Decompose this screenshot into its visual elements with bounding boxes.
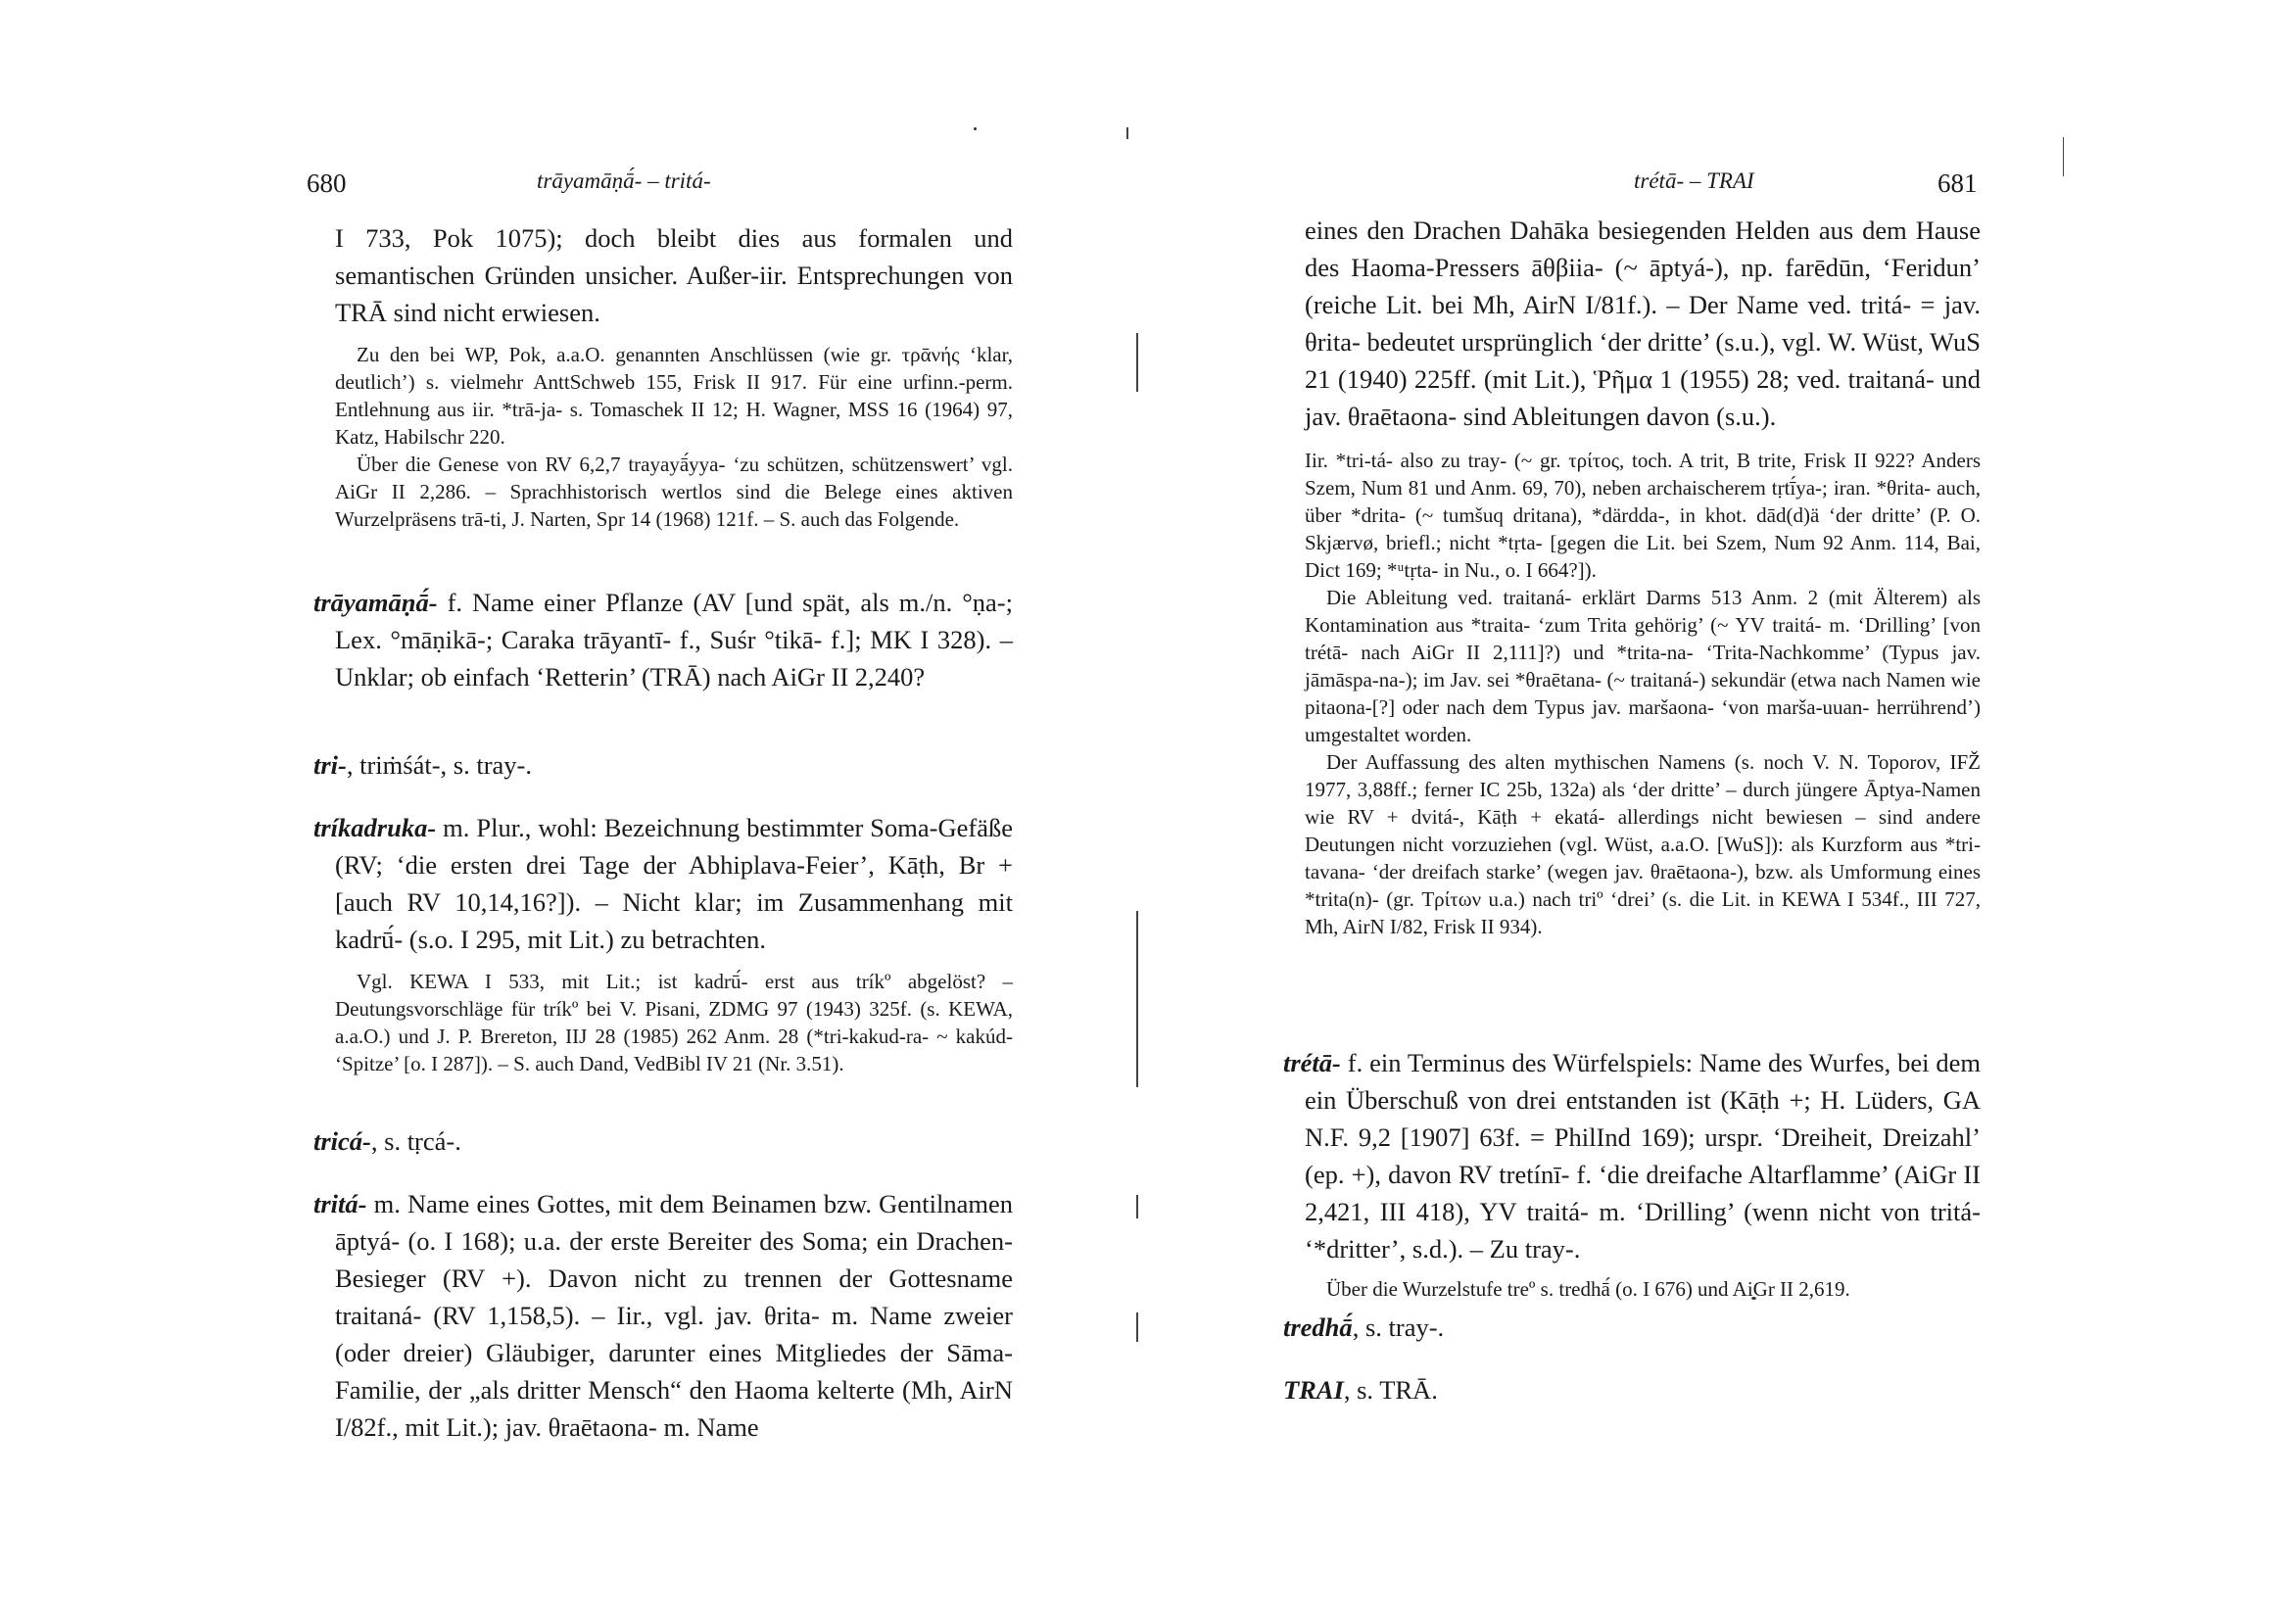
entry-trikadruka — [313, 809, 1013, 1077]
scan-artifact — [1136, 1195, 1138, 1218]
entry-text — [313, 584, 1013, 695]
entry-body: , s. tṛcá-. — [370, 1126, 461, 1156]
entry-body: f. Name einer Pflanze (AV [und spät, als m./n. °ṇa-; Lex. °māṇikā-; Caraka trāyantī- f., Suśr °tikā- f.]; MK I 328). – Unklar; ob einfach ‘Retterin’ (TRĀ) nach AiGr II 2,240? — [335, 588, 1013, 692]
entry-trita — [313, 1185, 1013, 1446]
continuation-notes — [1305, 447, 1981, 940]
entry-treta — [1283, 1044, 1981, 1303]
continuation-section — [1305, 212, 1981, 940]
entry-tredha — [1283, 1309, 1981, 1346]
scan-artifact — [1136, 1312, 1138, 1342]
running-head: trāyamāṇā́- – tritá- — [537, 168, 711, 193]
note-paragraph: Der Auffassung des alten mythischen Namens (s. noch V. N. Toporov, IFŽ 1977, 3,88ff.; ferner IC 25b, 132a) als ‘der dritte’ – durch jüngere Āptya-Namen wie RV + dvitá-, Kāṭh + ekatá- allerdings nicht bewiesen – sind andere Deutungen nicht vorzuziehen (vgl. Wüst, a.a.O. [WuS]): als Kurzform aus *tri-tavana- ‘der dreifach starke’ (wegen jav. θraētaona-), bzw. als Umformung eines *trita(n)- (gr. Τρίτων u.a.) nach triº ‘drei’ (s. die Lit. in KEWA I 534f., III 727, Mh, AirN I/82, Frisk II 934). — [1305, 750, 1981, 938]
headword: tricá- — [313, 1126, 371, 1156]
entry-text — [313, 1122, 1013, 1160]
entry-text — [313, 746, 1013, 784]
entry-text — [313, 1185, 1013, 1446]
entry-text — [1283, 1309, 1981, 1346]
headword: tritá- — [313, 1189, 367, 1218]
entry-note — [313, 968, 1013, 1077]
headword: tríkadruka- — [313, 813, 437, 842]
right-page — [1148, 0, 2296, 1622]
page-number: 680 — [307, 168, 347, 198]
entry-body: m. Name eines Gottes, mit dem Beinamen bzw. Gentilnamen āptyá- (o. I 168); u.a. der erste Bereiter des Soma; ein Drachen-Besieger (RV +). Davon nicht zu trennen der Gottesname traitaná- (RV 1,158,5). – Iir., vgl. jav. θrita- m. Name zweier (oder dreier) Gläubiger, darunter eines Mitgliedes der Sāma-Familie, der „als dritter Mensch“ den Haoma kelterte (Mh, AirN I/82f., mit Lit.); jav. θraētaona- m. Name — [335, 1189, 1013, 1442]
headword: tri- — [313, 750, 347, 780]
note-paragraph: Iir. *tri-tá- also zu tray- (~ gr. τρίτος, toch. A trit, B trite, Frisk II 922? Anders Szem, Num 81 und Anm. 69, 70), neben archaischerem tṛtī́ya-; iran. *θrita- auch, über *drita- (~ tumšuq dritana), *därdda-, in khot. dād(d)ä ‘der dritte’ (P. O. Skjærvø, briefl.; nicht *tṛta- [gegen die Lit. bei Szem, Num 92 Anm. 114, Bai, Dict 169; *ᵘtṛta- in Nu., o. I 664?]). — [1305, 449, 1981, 582]
entry-body: , s. tray-. — [1352, 1312, 1445, 1342]
entry-body: , s. TRĀ. — [1343, 1375, 1438, 1405]
entry-trayamana — [313, 584, 1013, 695]
entry-note — [1283, 1275, 1981, 1303]
entry-body: m. Plur., wohl: Bezeichnung bestimmter Soma-Gefäße (RV; ‘die ersten drei Tage der Abhiplava-Feier’, Kāṭh, Br + [auch RV 10,14,16?]). – Nicht klar; im Zusammenhang mit kadrū́- (s.o. I 295, mit Lit.) zu betrachten. — [335, 813, 1013, 954]
scan-artifact — [974, 127, 977, 130]
entry-tri — [313, 746, 1013, 784]
page-number: 681 — [1937, 168, 1978, 198]
entry-body: , triṁśát-, s. tray-. — [346, 750, 533, 780]
running-head: trétā- – TRAI — [1634, 168, 1754, 193]
scan-artifact — [1126, 127, 1128, 139]
scan-artifact — [1136, 911, 1138, 1087]
note-paragraph: Die Ableitung ved. traitaná- erklärt Darms 513 Anm. 2 (mit Älterem) als Kontamination aus *traita- ‘zum Trita gehörig’ (~ YV traitá- m. ‘Drilling’ [von trétā- nach AiGr II 2,111]?) und *trita-na- ‘Trita-Nachkomme’ (Typus jav. jāmāspa-na-); im Jav. sei *θraētana- (~ traitaná-) sekundär (etwa nach Namen wie pitaona-[?] oder nach dem Typus jav. maršaona- ‘von marša-uuan- herrührend’) umgestaltet worden. — [1305, 586, 1981, 746]
note-paragraph: Zu den bei WP, Pok, a.a.O. genannten Anschlüssen (wie gr. τρᾱνής ‘klar, deutlich’) s. vielmehr AnttSchweb 155, Frisk II 917. Für eine urfinn.-perm. Entlehnung aus iir. *trā-ja- s. Tomaschek II 12; H. Wagner, MSS 16 (1964) 97, Katz, Habilschr 220. — [335, 343, 1013, 449]
scan-artifact — [1136, 333, 1138, 392]
headword: TRAI — [1283, 1375, 1344, 1405]
note-paragraph: Über die Wurzelstufe treº s. tredhā́ (o. I 676) und AiGr II 2,619. — [1326, 1277, 1850, 1301]
headword: tredhā́ — [1283, 1312, 1353, 1342]
note-paragraph: Vgl. KEWA I 533, mit Lit.; ist kadrū́- erst aus tríkº abgelöst? – Deutungsvorschläge für tríkº bei V. Pisani, ZDMG 97 (1943) 325f. (s. KEWA, a.a.O.) und J. P. Brereton, IIJ 28 (1985) 262 Anm. 28 (*tri-kakud-ra- ~ kakúd- ‘Spitze’ [o. I 287]). – S. auch Dand, VedBibl IV 21 (Nr. 3.51). — [335, 970, 1013, 1075]
headword: trāyamāṇā́- — [313, 588, 438, 617]
entry-trai — [1283, 1371, 1981, 1408]
intro-notes — [335, 341, 1013, 533]
note-paragraph: Über die Genese von RV 6,2,7 trayayā́yya- ‘zu schützen, schützenswert’ vgl. AiGr II 2,286. – Sprachhistorisch wertlos sind die Belege eines aktiven Wurzelpräsens trā-ti, J. Narten, Spr 14 (1968) 121f. – S. auch das Folgende. — [335, 453, 1013, 531]
intro-paragraph: I 733, Pok 1075); doch bleibt dies aus formalen und semantischen Gründen unsicher. Außer-iir. Entsprechungen von TRĀ sind nicht erwiesen. — [335, 223, 1013, 327]
entry-text — [1283, 1044, 1981, 1267]
entry-text — [313, 809, 1013, 958]
entry-trica — [313, 1122, 1013, 1160]
intro-section — [335, 219, 1013, 533]
entry-body: f. ein Terminus des Würfelspiels: Name des Wurfes, bei dem ein Überschuß von drei entstanden ist (Kāṭh +; H. Lüders, GA N.F. 9,2 [1907] 63f. = PhilInd 169); urspr. ‘Dreiheit, Dreizahl’ (ep. +), davon RV tretínī- f. ‘die dreifache Altarflamme’ (AiGr II 2,421, III 418), YV traitá- m. ‘Drilling’ (wenn nicht von tritá- ‘*dritter’, s.d.). – Zu tray-. — [1305, 1048, 1981, 1264]
entry-text — [1283, 1371, 1981, 1408]
continuation-paragraph: eines den Drachen Dahāka besiegenden Helden aus dem Hause des Haoma-Pressers āθβiia- (~ āptyá-), np. farēdūn, ‘Feridun’ (reiche Lit. bei Mh, AirN I/81f.). – Der Name ved. tritá- = jav. θrita- bedeutet ursprünglich ‘der dritte’ (s.u.), vgl. W. Wüst, WuS 21 (1940) 225ff. (mit Lit.), Ῥῆμα 1 (1955) 28; ved. traitaná- und jav. θraētaona- sind Ableitungen davon (s.u.). — [1305, 215, 1981, 431]
headword: trétā- — [1283, 1048, 1341, 1077]
